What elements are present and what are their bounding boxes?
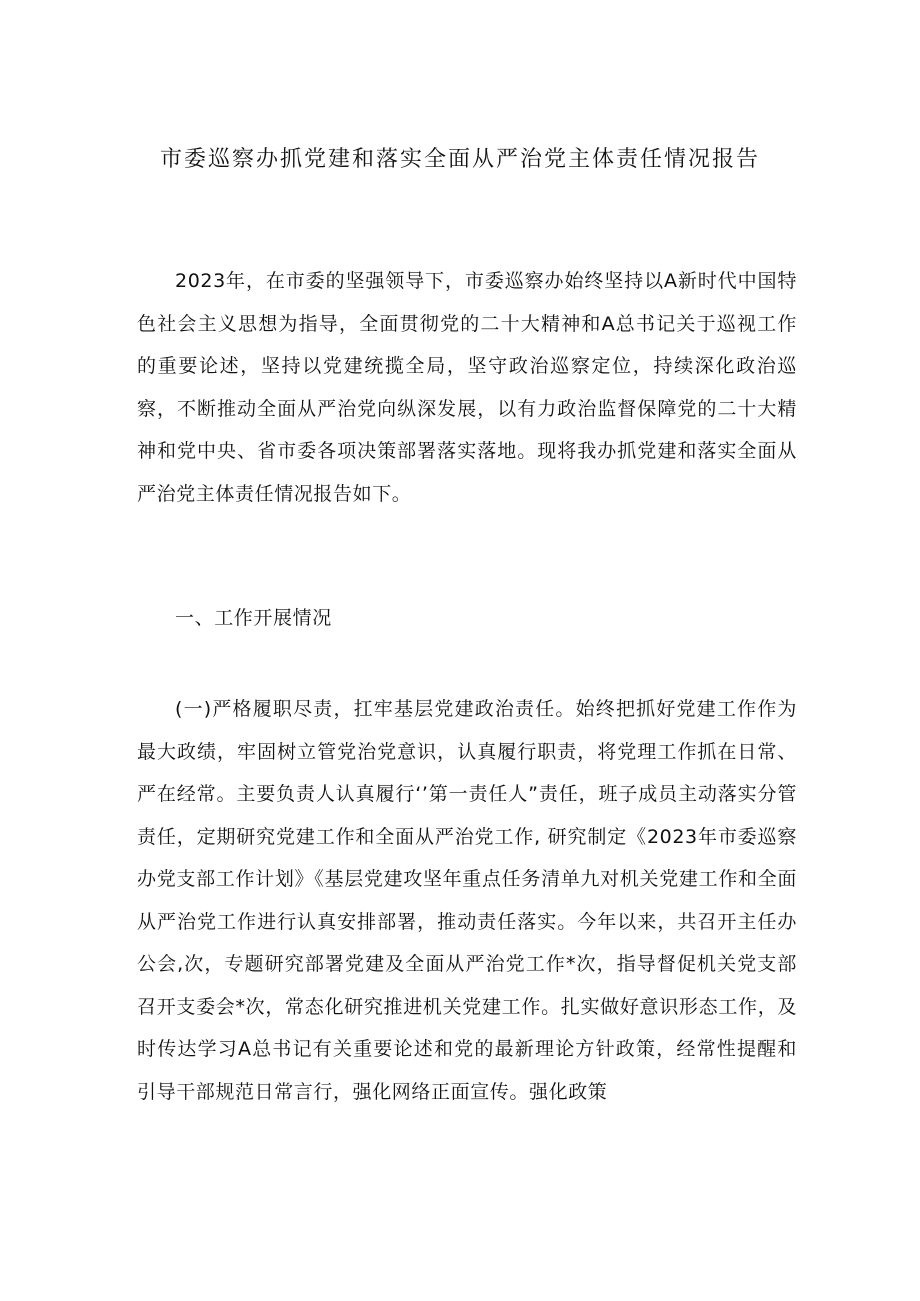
intro-paragraph: 2023年，在市委的坚强领导下，市委巡察办始终坚持以A新时代中国特色社会主义思想为指导，全面贯彻党的二十大精神和A总书记关于巡视工作的重要论述，坚持以党建统揽全局，坚守政治巡察定位，持续深化政治巡察，不断推动全面从严治党向纵深发展，以有力政治监督保障党的二十大精神和党中央、省市委各项决策部署落实落地。现将我办抓党建和落实全面从严治党主体责任情况报告如下。: [137, 270, 797, 505]
paragraph-one: (一)严格履职尽责，扛牢基层党建政治责任。始终把抓好党建工作作为最大政绩，牢固树立管党治党意识，认真履行职责，将党理工作抓在日常、严在经常。主要负责人认真履行‘’第一责任人”责任，班子成员主动落实分管责任，定期研究党建工作和全面从严治党工作, 研究制定《2023年市委巡察办党支部工作计划》《基层党建攻坚年重点任务清单九对机关党建工作和全面从严治党工作进行认真安排部署，推动责任落实。今年以来，共召开主任办公会,次，专题研究部署党建及全面从严治党工作*次，指导督促机关党支部召开支委会*次，常态化研究推进机关党建工作。扎实做好意识形态工作，及时传达学习A总书记有关重要论述和党的最新理论方针政策，经常性提醒和引导干部规范日常言行，强化网络正面宣传。强化政策: [137, 698, 797, 1103]
section-heading: 一、工作开展情况: [175, 607, 332, 629]
document-title: 市委巡察办抓党建和落实全面从严治党主体责任情况报告: [159, 147, 760, 172]
